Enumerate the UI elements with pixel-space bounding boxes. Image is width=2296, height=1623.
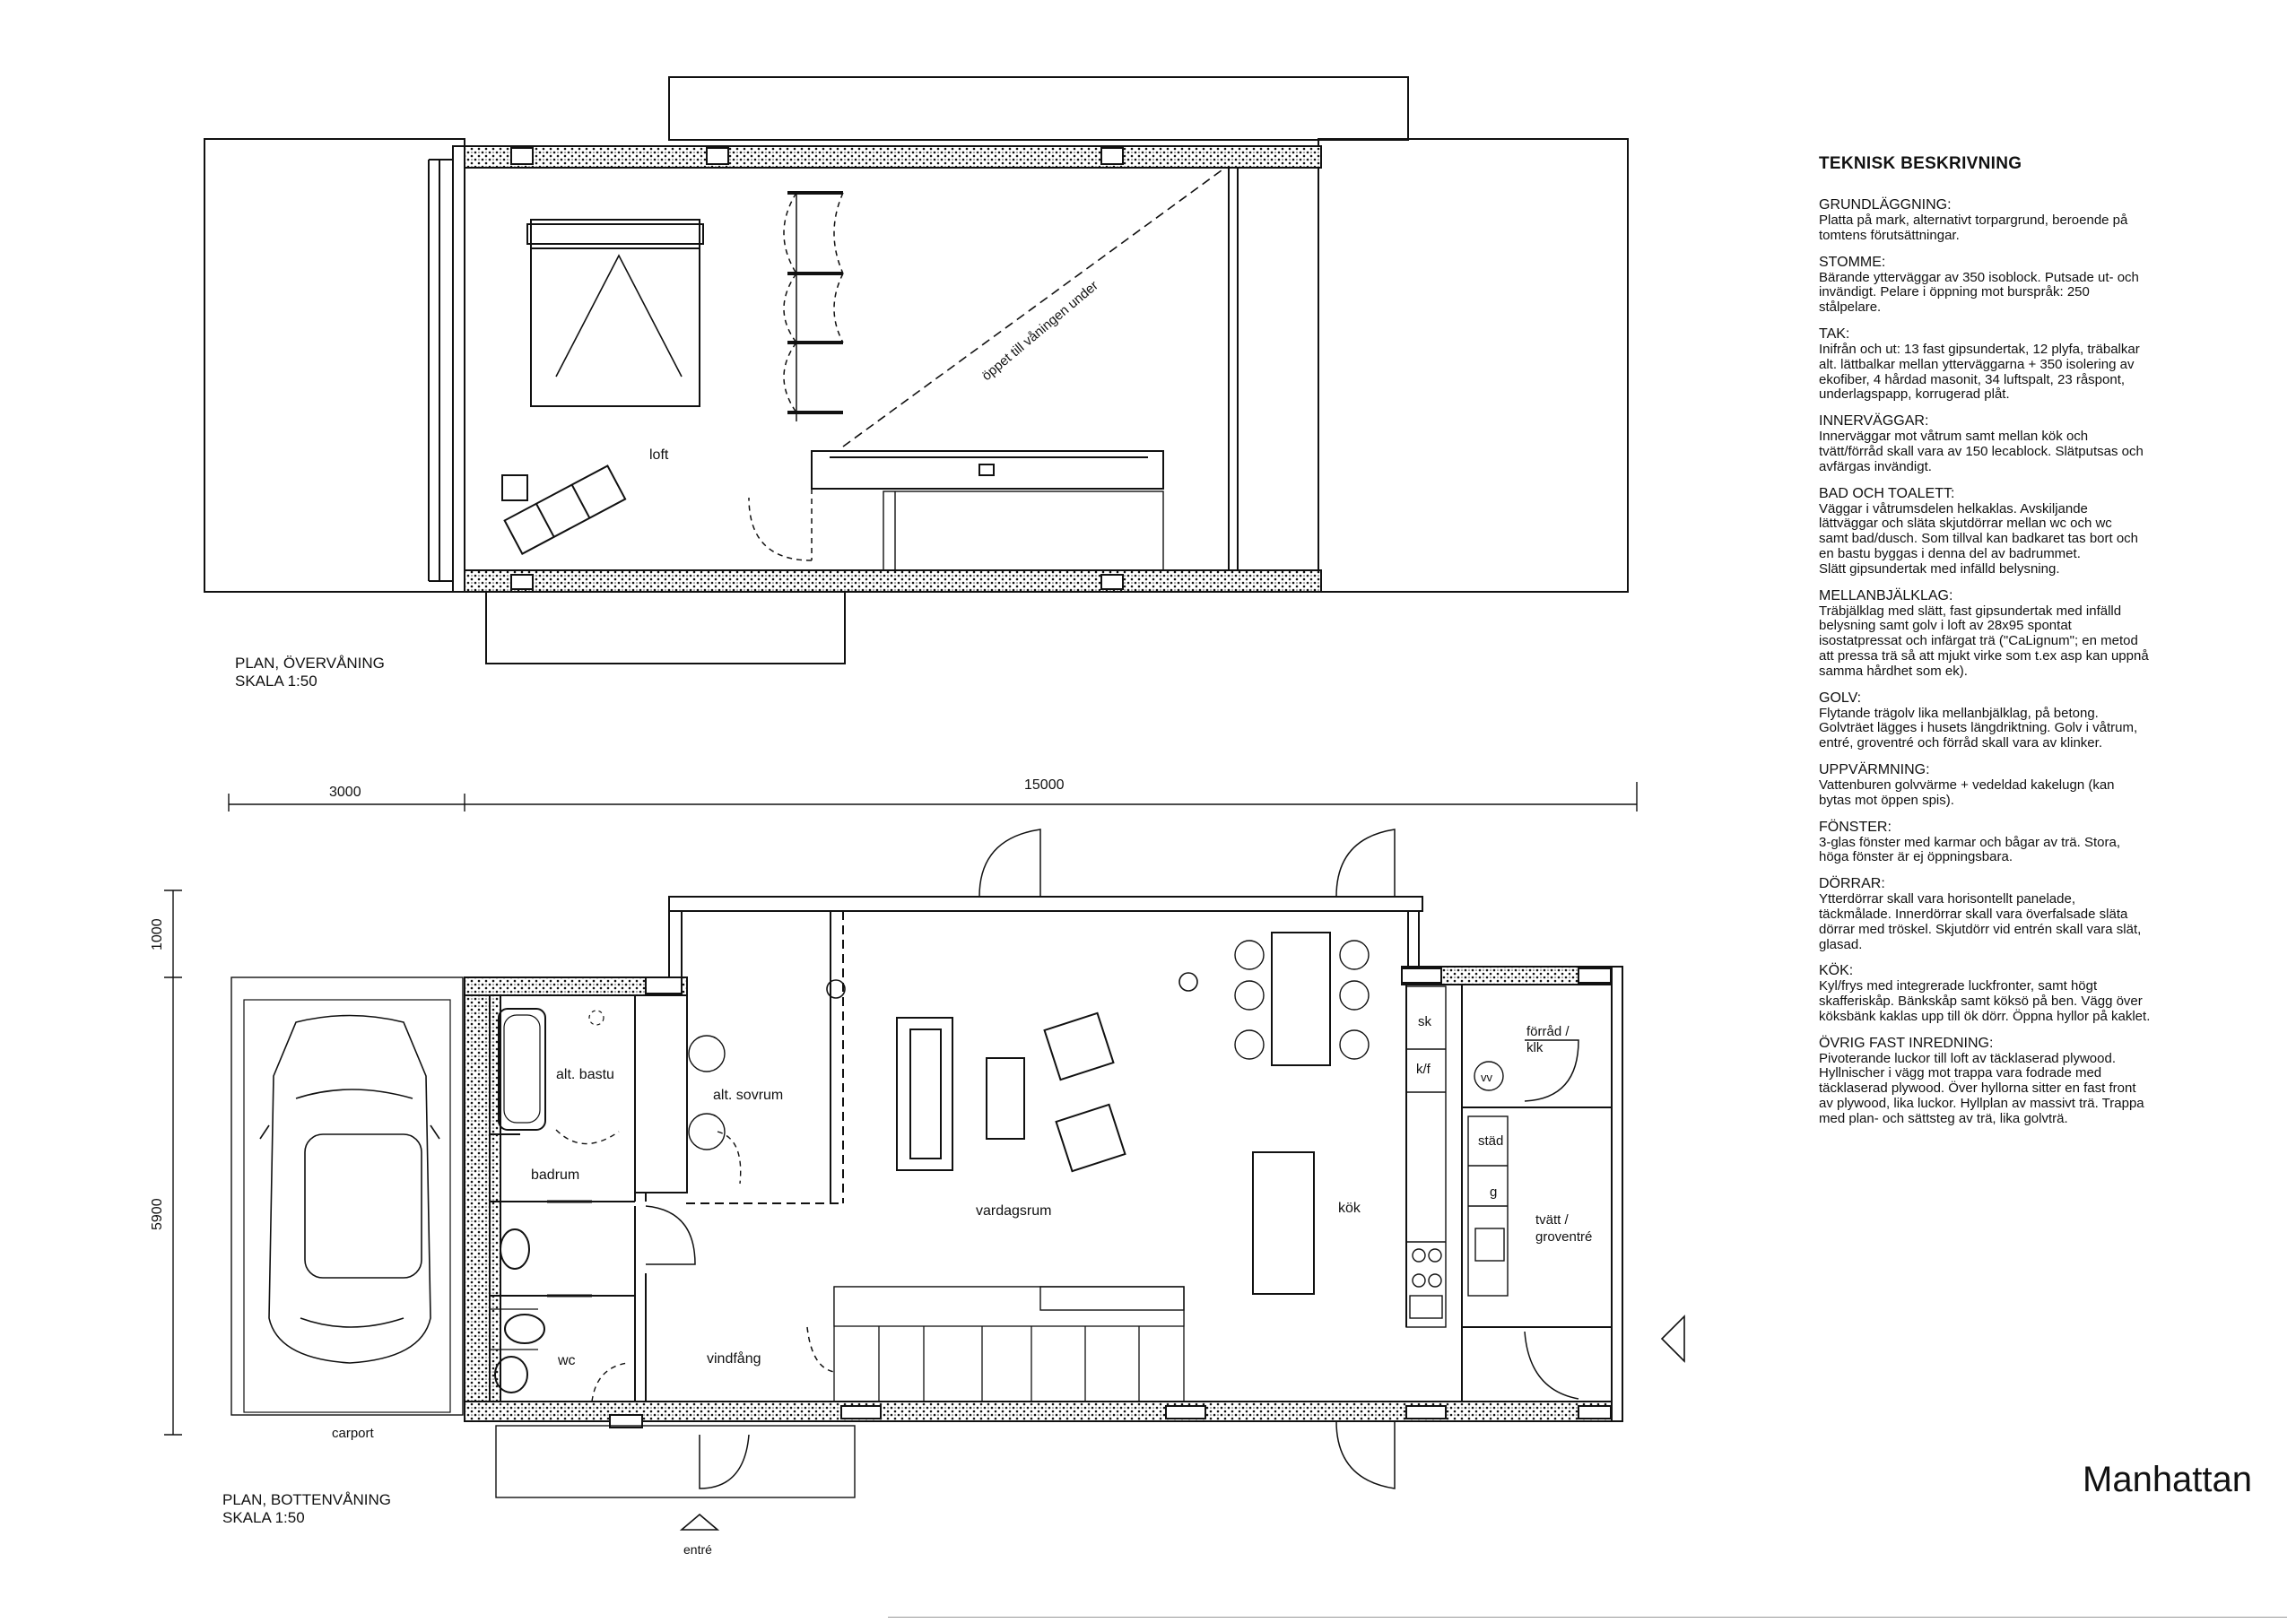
spec-heading: MELLANBJÄLKLAG: [1819,587,1953,603]
room-badrum: badrum [531,1167,580,1183]
spec-line: Slätt gipsundertak med infälld belysning. [1819,560,2060,577]
lower-wall-top-porch [669,897,1422,911]
spec-line: täcklaserad plywood. Över hyllorna sitter en fast front [1819,1081,2136,1097]
spec-heading: INNERVÄGGAR: [1819,413,1929,430]
spec-section [1819,690,2258,751]
spec-section [1819,762,2258,809]
spec-line: ekofiber, 4 hårdad masonit, 34 luftspalt, 23 råspont, [1819,371,2126,387]
side-table [502,475,527,500]
toilet-1 [505,1315,544,1343]
roof-bottom-outline [486,587,845,664]
room-alt-bastu: alt. bastu [556,1067,614,1082]
kitchen-counter [1406,986,1446,1327]
spec-line: Flytande trägolv lika mellanbjälklag, på betong. [1819,705,2099,721]
room-loft: loft [649,447,669,463]
room-forrad-line2: klk [1526,1040,1544,1055]
armchair-1 [1045,1013,1114,1080]
door-wc [592,1363,628,1402]
spec-section [1819,820,2258,866]
room-tvatt-line1: tvätt / [1535,1212,1569,1228]
spec-heading: ÖVRIG FAST INREDNING: [1819,1035,1994,1051]
spec-heading: STOMME: [1819,254,1886,270]
spec-line: underlagspapp, korrugerad plåt. [1819,386,2010,403]
loft-cabinet-doors [784,193,843,421]
void-label: öppet till våningen under [978,277,1101,385]
house-model-name: Manhattan [2083,1460,2253,1499]
room-wc: wc [558,1353,576,1368]
door-entry [700,1435,749,1488]
spec-line: entré, groventré och förråd skall vara av klinker. [1819,735,2102,751]
spec-line: skafferiskåp. Bänkskåp samt köksö på ben. Vägg över [1819,994,2143,1010]
spec-heading: BAD OCH TOALETT: [1819,485,1955,501]
upper-stair [883,491,1163,570]
door-living-bottom [1336,1421,1395,1488]
roof-top-outline [669,77,1408,140]
lower-plan-title: PLAN, BOTTENVÅNING [222,1491,391,1508]
dim-carport: 3000 [329,785,361,800]
direction-arrow [1662,1316,1684,1361]
fixture-kf: k/f [1416,1062,1431,1077]
lower-stair [834,1287,1184,1402]
spec-line: invändigt. Pelare i öppning mot burspråk: 250 [1819,284,2090,300]
coffee-table [987,1058,1024,1139]
spec-section [1819,197,2258,244]
spec-section [1819,963,2258,1024]
lounge-chair [505,465,626,553]
spec-line: alt. lättbalkar mellan ytterväggarna + 350 isolering av [1819,356,2135,372]
spec-line: täckmålade. Innerdörrar skall vara överfalsade släta [1819,906,2128,922]
spec-line: Hyllnischer i vägg mot trappa vara fodrade med [1819,1065,2102,1081]
door-living-top-right [1336,829,1395,897]
dimension-lines [164,782,1637,1435]
lower-plan-scale: SKALA 1:50 [222,1509,305,1526]
spec-line: att pressa trä så att mjukt virke som t.ex asp kan uppnå [1819,647,2149,664]
spec-line: höga fönster är ej öppningsbara. [1819,849,2013,865]
room-vindfang: vindfång [707,1351,761,1367]
sink-badrum [500,1229,529,1269]
spec-section [1819,326,2258,403]
spec-line: Inifrån och ut: 13 fast gipsundertak, 12 plyfa, träbalkar [1819,341,2140,357]
spec-heading: UPPVÄRMNING: [1819,761,1930,777]
spec-line: samt bad/dusch. Som tillval kan badkaret tas bort och [1819,531,2139,547]
spec-heading: TAK: [1819,325,1850,342]
spec-line: avfärgas invändigt. [1819,458,1932,474]
door-vindfang [807,1327,834,1372]
fixture-g: g [1490,1185,1498,1200]
dim-depth: 5900 [150,1198,165,1230]
spec-line: Ytterdörrar skall vara horisontellt panelade, [1819,891,2075,907]
spec-section [1819,413,2258,474]
upper-wall-left [453,146,465,592]
armchair-2 [1057,1105,1126,1171]
upper-wall-bottom [465,570,1321,592]
lower-floor-plan [164,782,1684,1530]
spec-line: Bärande ytterväggar av 350 isoblock. Putsade ut- och [1819,269,2139,285]
dim-porch: 1000 [150,918,165,950]
fixture-stad: städ [1478,1133,1504,1149]
spec-line: Kyl/frys med integrerade luckfronter, samt högt [1819,978,2098,994]
upper-wall-top [465,146,1321,168]
spec-heading: DÖRRAR: [1819,876,1885,892]
door-living-top-left [979,829,1040,897]
upper-plan-scale: SKALA 1:50 [235,673,317,690]
dining-chairs [1235,941,1369,1059]
bottom-rule [888,1617,2287,1618]
spec-line: en bastu byggas i denna del av badrummet. [1819,545,2081,561]
loft-door-swing [749,489,812,560]
upper-plan-title: PLAN, ÖVERVÅNING [235,655,385,672]
spec-section [1819,255,2258,316]
lower-wall-right [1612,967,1622,1421]
bathtub [499,1009,545,1130]
spec-heading: KÖK: [1819,963,1854,979]
spec-line: Träbjälklag med slätt, fast gipsundertak med infälld [1819,603,2122,619]
door-tvatt [1525,1332,1578,1399]
kitchen-island [1253,1152,1314,1294]
dim-length: 15000 [1024,777,1065,793]
entry-arrow [682,1515,718,1530]
spec-line: dörrar med tröskel. Skjutdörr vid entrén skall vara slät, [1819,921,2142,937]
spec-line: Väggar i våtrumsdelen helkaklas. Avskiljande [1819,500,2088,516]
void-diagonal [843,170,1222,447]
spec-line: isostatpressat och infärgat trä ("CaLignum"; en metod [1819,633,2138,649]
spec-heading: GRUNDLÄGGNING: [1819,197,1952,213]
spec-line: bytas mot öppen spis). [1819,792,1954,808]
fixture-vv: vv [1481,1071,1492,1084]
spec-line: Platta på mark, alternativt torpargrund, beroende på [1819,213,2128,228]
spec-section [1819,588,2258,680]
spec-line: Innerväggar mot våtrum samt mellan kök och [1819,429,2089,445]
spec-line: tvätt/förråd skall vara av 150 lecablock. Slätputsas och [1819,443,2144,459]
spec-sections [1819,197,2258,1127]
spec-line: Pivoterande luckor till loft av täcklaserad plywood. [1819,1050,2116,1066]
room-tvatt-line2: groventré [1535,1229,1593,1245]
sofa [897,1018,952,1170]
spec-line: belysning samt golv i loft av 28x95 spontat [1819,618,2072,634]
spec-line: stålpelare. [1819,299,1882,316]
room-kok: kök [1338,1201,1361,1216]
column-2 [1179,973,1197,991]
door-hall [646,1206,695,1264]
dining-table [1272,933,1330,1065]
car-icon [260,1016,439,1364]
spec-line: 3-glas fönster med karmar och bågar av trä. Stora, [1819,834,2120,850]
laundry-fixtures [1468,1062,1508,1296]
lower-wall-left [465,977,490,1421]
spec-section [1819,876,2258,952]
room-alt-sovrum: alt. sovrum [713,1088,784,1103]
shower-swing [556,1130,619,1144]
spec-title: TEKNISK BESKRIVNING [1819,154,2022,173]
fixture-sk: sk [1418,1014,1431,1029]
upper-floor-plan [204,77,1628,664]
spec-line: av plywood, lika luckor. Hyllplan av massivt trä. Trappa [1819,1096,2144,1112]
spec-line: lättväggar och släta skjutdörrar mellan wc och wc [1819,516,2112,532]
spec-section [1819,486,2258,577]
room-carport: carport [332,1426,374,1441]
spec-line: köksbänk kaklas upp till ök dörr. Öppna hyllor på kaklet. [1819,1008,2151,1024]
technical-description [1819,154,2258,1138]
spec-heading: GOLV: [1819,690,1862,706]
room-entre: entré [683,1542,712,1557]
room-forrad-line1: förråd / [1526,1024,1570,1039]
roof-left-outline [204,139,465,592]
spec-line: Golvträet lägges i husets längdriktning. Golv i våtrum, [1819,720,2138,736]
spec-line: samma hårdhet som ek). [1819,663,1968,679]
spec-line: med plan- och sättsteg av trä, lika golvträ. [1819,1110,2068,1126]
room-vardagsrum: vardagsrum [976,1203,1052,1219]
roof-right-outline [1318,139,1628,592]
entry-porch [496,1426,855,1497]
spec-line: glasad. [1819,936,1863,952]
spec-line: tomtens förutsättningar. [1819,227,1960,243]
spec-line: Vattenburen golvvärme + vedeldad kakelugn (kan [1819,777,2115,793]
spec-section [1819,1036,2258,1127]
spec-heading: FÖNSTER: [1819,819,1892,835]
